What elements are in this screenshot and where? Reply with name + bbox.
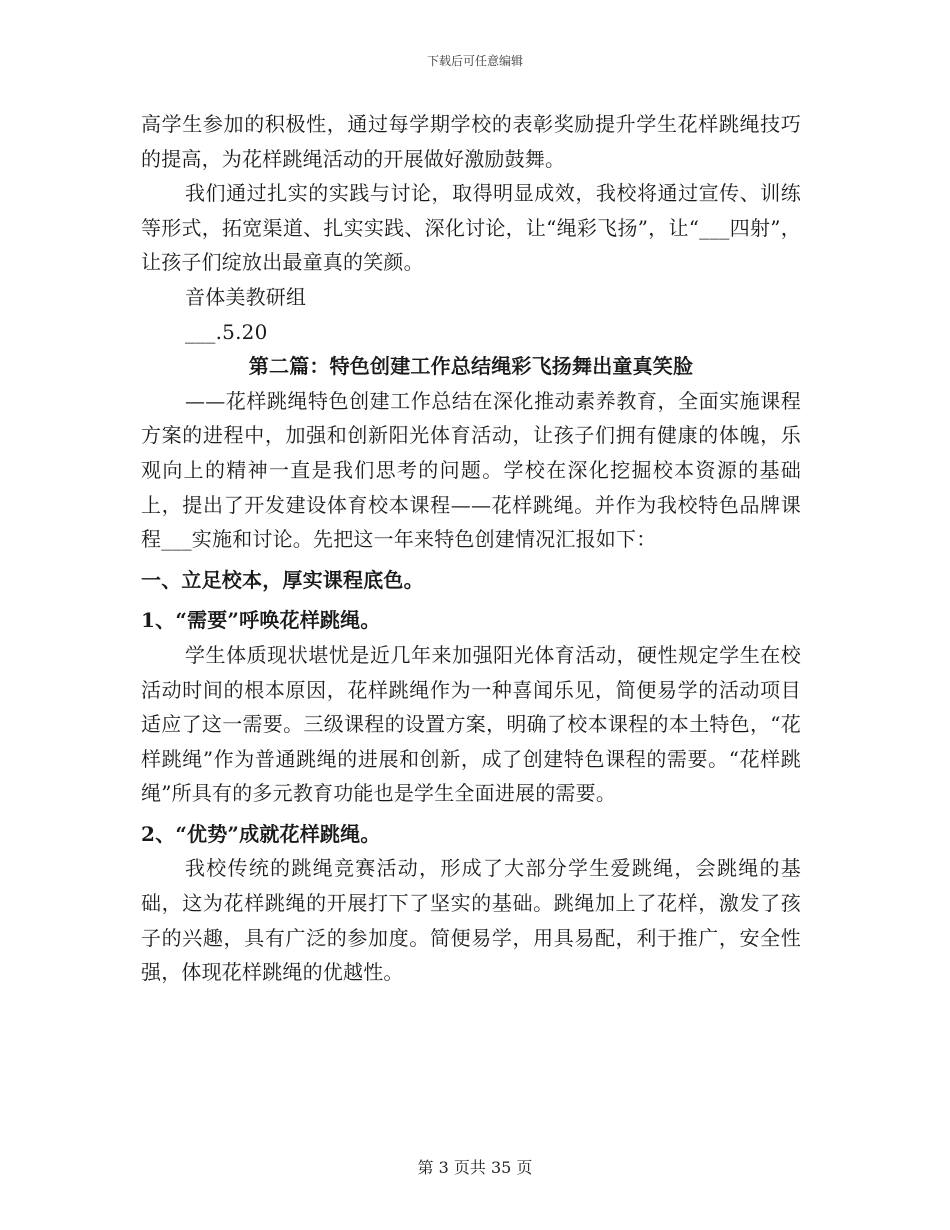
signature-group: 音体美教研组	[185, 284, 307, 309]
section-title: 第二篇：特色创建工作总结绳彩飞扬舞出童真笑脸	[248, 354, 694, 379]
paragraph-intro: ——花样跳绳特色创建工作总结在深化推动素养教育，全面实施课程方案的进程中，加强和创新阳光体育活动，让孩子们拥有健康的体魄，乐观向上的精神一直是我们思考的问题。学校在深化挖掘校本资源的基础上，提出了开发建设体育校本课程——花样跳绳。并作为我校特色品牌课程___实施和讨论。先把这一年来特色创建情况汇报如下：	[141, 388, 801, 552]
heading-need: 1、“需要”呼唤花样跳绳。	[141, 608, 381, 633]
signature-date: ___.5.20	[185, 319, 268, 344]
heading-level-1: 一、立足校本，厚实课程底色。	[141, 567, 424, 592]
paragraph-continuation: 高学生参加的积极性，通过每学期学校的表彰奖励提升学生花样跳绳技巧的提高，为花样跳绳活动的开展做好激励鼓舞。	[141, 112, 801, 171]
heading-advantage: 2、“优势”成就花样跳绳。	[141, 821, 381, 846]
paragraph-need: 学生体质现状堪忧是近几年来加强阳光体育活动，硬性规定学生在校活动时间的根本原因，花样跳绳作为一种喜闻乐见，简便易学的活动项目适应了这一需要。三级课程的设置方案，明确了校本课程的本土特色，“花样跳绳”作为普通跳绳的进展和创新，成了创建特色课程的需要。“花样跳绳”所具有的多元教育功能也是学生全面进展的需要。	[141, 642, 801, 806]
document-body	[141, 107, 801, 990]
paragraph-advantage: 我校传统的跳绳竞赛活动，形成了大部分学生爱跳绳，会跳绳的基础，这为花样跳绳的开展打下了坚实的基础。跳绳加上了花样，激发了孩子的兴趣，具有广泛的参加度。简便易学，用具易配，利于推广，安全性强，体现花样跳绳的优越性。	[141, 856, 801, 985]
page-footer: 第 3 页共 35 页	[417, 1158, 533, 1177]
header-note: 下载后可任意编辑	[426, 54, 523, 68]
paragraph-summary: 我们通过扎实的实践与讨论，取得明显成效，我校将通过宣传、训练等形式，拓宽渠道、扎实实践、深化讨论，让“绳彩飞扬”，让“___四射”，让孩子们绽放出最童真的笑颜。	[141, 181, 801, 275]
